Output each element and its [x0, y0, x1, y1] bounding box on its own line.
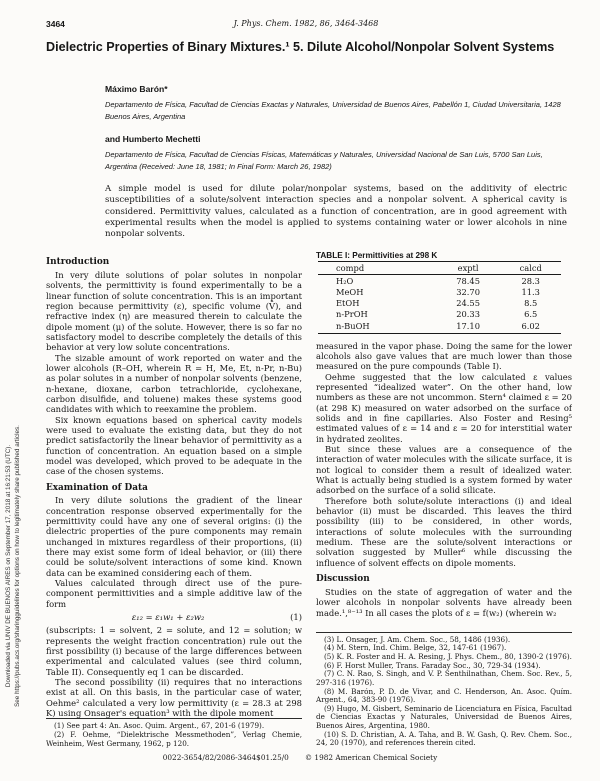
- download-watermark: [5, 372, 23, 760]
- equation-body: ε₁₂ = ε₁w₁ + ε₂w₂: [131, 612, 205, 623]
- issn-code: 0022-3654/82/2086-3464$01.25/0: [162, 753, 289, 762]
- section-heading-discussion: Discussion: [316, 574, 370, 585]
- table-cell: H₂O: [336, 275, 354, 286]
- footnote: (3) L. Onsager, J. Am. Chem. Soc., 58, 1486 (1936).: [324, 634, 511, 644]
- equation-1: [46, 612, 302, 622]
- permittivities-table: [318, 261, 561, 334]
- table-cell: 24.55: [456, 298, 480, 309]
- abstract: A simple model is used for dilute polar/nonpolar systems, based on the additivity of electric susceptibilities of a solute/solvent interaction species and a nonpolar solvent. A spherical cavity is considered. Permittivity values, calculated as a function of concentration, are in good agreement with experimental results when the model is applied to systems containing water or lower alcohols in nine nonpolar solvents.: [105, 184, 567, 240]
- table-cell: 32.70: [456, 286, 480, 297]
- author-name-2: and Humberto Mechetti: [105, 134, 201, 145]
- table-cell: 8.5: [524, 298, 538, 309]
- table-cell: MeOH: [336, 286, 364, 297]
- footnote: (7) C. N. Rao, S. Singh, and V. P. Senthilnathan, Chem. Soc. Rev., 5, 297-316 (1976).: [316, 669, 572, 687]
- footnote: (6) F. Horst Muller, Trans. Faraday Soc., 30, 729-34 (1934).: [324, 660, 541, 670]
- body-paragraph: Values calculated through direct use of the pure-component permittivities and a simple additive law of the form: [46, 578, 302, 609]
- body-paragraph: In very dilute solutions the gradient of the linear concentration response observed experimentally for the permittivity could have any one of several origins: (i) the dielectric properties of the pure components may remain unchanged in mixtures regardless of their proportions, (ii) there may exist some form of ideal behavior, or (iii) there could be solute/solvent interactions of some kind. Known data can be examined considering each of them.: [46, 495, 302, 578]
- table-cell: 78.45: [456, 275, 480, 286]
- page-number: 3464: [46, 19, 65, 29]
- table-cell: 11.3: [521, 286, 540, 297]
- author-block: [105, 72, 562, 173]
- equation-number: (1): [290, 612, 302, 623]
- footnote: (1) See part 4: An. Asoc. Quim. Argent., 67, 201-6 (1979).: [54, 721, 265, 731]
- table-cell: 17.10: [436, 320, 500, 333]
- table-row: [318, 320, 561, 333]
- table-caption-text: Permittivities at 298 K: [352, 251, 438, 260]
- section-heading-examination: Examination of Data: [46, 482, 148, 493]
- table-cell: n-BuOH: [318, 320, 436, 333]
- table-cell: 20.33: [456, 309, 480, 320]
- body-paragraph: The second possibility (ii) requires that no interactions exist at all. On this basis, in the particular case of water, Oehme² calculated a very low permittivity (ε = 28.3 at 298 K) using Onsager's equation³ with the dipole moment: [46, 677, 302, 719]
- table-row: [318, 298, 561, 309]
- body-paragraph: The sizable amount of work reported on water and the lower alcohols (R–OH, wherein R = H, Me, Et, n-Pr, n-Bu) as polar solutes in a number of nonpolar solvents (benzene, n-hexane, dioxane, carbon tetrachloride, cyclohexane, carbon disulfide, and toluene) makes these systems good candidates with which to reexamine the problem.: [46, 352, 302, 415]
- author-affiliation-2: Departamento de Física, Facultad de Ciencias Físicas, Matemáticas y Naturales, Universidad Nacional de San Luis, 5700 San Luis, Argentina (Received: June 18, 1981; In Final Form: March 26, 1982): [105, 150, 543, 171]
- journal-reference: J. Phys. Chem. 1982, 86, 3464-3468: [233, 19, 379, 28]
- watermark-line-2: See https://pubs.acs.org/sharingguidelines for options on how to legitimately share published articles.: [13, 425, 21, 707]
- column-header-calcd: calcd: [500, 262, 561, 275]
- author-affiliation-1: Departamento de Física, Facultad de Ciencias Exactas y Naturales, Universidad de Buenos Aires, Pabellón 1, Ciudad Universitaria, 1428 Buenos Aires, Argentina: [105, 100, 561, 121]
- table-cell: EtOH: [336, 298, 360, 309]
- copyright-notice: © 1982 American Chemical Society: [304, 753, 438, 762]
- column-header-exptl: exptl: [436, 262, 500, 275]
- left-column: [46, 251, 302, 748]
- table-cell: 6.5: [524, 309, 538, 320]
- column-header-compd: compd: [318, 262, 436, 275]
- table-cell: n-PrOH: [336, 309, 368, 320]
- table-caption: [316, 251, 572, 261]
- body-paragraph: measured in the vapor phase. Doing the same for the lower alcohols also gave values that are much lower than those measured on the pure compounds (Table I).: [316, 340, 572, 372]
- table-cell: 6.02: [500, 320, 561, 333]
- footnote: (9) Hugo, M. Gisbert, Seminario de Licenciatura en Física, Facultad de Ciencias Exactas y Naturales, Universidad de Buenos Aires, Buenos Aires, Argentina, 1980.: [316, 703, 572, 731]
- body-paragraph: (subscripts: 1 = solvent, 2 = solute, and 12 = solution; w represents the weight fraction concentration) rule out the first possibility (i) because of the large differences between experimental and calculated values (see third column, Table II). Consequently eq 1 can be discarded.: [46, 625, 302, 677]
- author-name-1: Máximo Barón*: [105, 84, 168, 94]
- footnote: (8) M. Barón, P. D. de Vivar, and C. Henderson, An. Asoc. Quím. Argent., 64, 383-90 (1976).: [316, 686, 572, 705]
- footnotes-right: [316, 632, 572, 748]
- table-header-row: [318, 262, 561, 275]
- body-columns: [46, 251, 572, 748]
- body-paragraph: Six known equations based on spherical cavity models were used to evaluate the existing data, but they do not predict satisfactorily the linear behavior of permittivity as a function of concentration. An equation based on a simple model was developed, which proved to be adequate in the case of the chosen systems.: [46, 414, 302, 477]
- body-paragraph: But since these values are a consequence of the interaction of water molecules with the silicate surface, it is not logical to consider them a result of idealized water. What is actually being studied is a system formed by water adsorbed on the surface of a solid silicate.: [316, 444, 572, 496]
- body-paragraph: Oehme suggested that the low calculated ε values represented “idealized water”. On the other hand, low numbers as these are not uncommon. Stern⁴ claimed ε = 20 (at 298 K) measured on water adsorbed on the surface of solids and in fine capillaries. Also Foster and Resing⁵ estimated values of ε = 14 and ε = 20 for interstitial water in hydrated zeolites.: [316, 371, 572, 444]
- table-row: [318, 309, 561, 320]
- footnote: (2) F. Oehme, “Dielektrische Messmethoden”, Verlag Chemie, Weinheim, West Germany, 1962, p 120.: [46, 730, 302, 748]
- footnote: (10) S. D. Christian, A. A. Taha, and B. W. Gash, Q. Rev. Chem. Soc., 24, 20 (1970), and references therein cited.: [316, 729, 572, 748]
- watermark-line-1: Downloaded via UNIV DE BUENOS AIRES on September 17, 2018 at 16:21:53 (UTC).: [5, 444, 12, 688]
- page-footer: [0, 753, 600, 762]
- body-paragraph: Studies on the state of aggregation of water and the lower alcohols in nonpolar solvents have already been made.¹,⁸⁻¹³ In all cases the plots of ε = f(w₂) (wherein w₂: [316, 586, 572, 618]
- article-title: Dielectric Properties of Binary Mixtures.¹ 5. Dilute Alcohol/Nonpolar Solvent Systems: [46, 40, 555, 54]
- right-column: [316, 251, 572, 748]
- section-heading-introduction: Introduction: [46, 257, 110, 267]
- table-label: TABLE I:: [316, 251, 350, 260]
- table-row: [318, 275, 561, 287]
- footnotes-left: [46, 718, 302, 748]
- body-paragraph: In very dilute solutions of polar solutes in nonpolar solvents, the permittivity is found experimentally to be a linear function of solute concentration. This is an important region because permittivity (ε), specific volume (V̄), and refractive index (η) are measured therein to calculate the dipole moment (μ) of the solute. However, there is so far no satisfactory model to describe completely the details of this behavior at very low solute concentrations.: [46, 269, 302, 353]
- footnote: (4) M. Stern, Ind. Chim. Belge, 32, 147-61 (1967).: [324, 643, 507, 653]
- page-header: [46, 19, 566, 31]
- body-paragraph: Therefore both solute/solute interactions (i) and ideal behavior (ii) must be discarded. This leaves the third possibility (iii) to be considered, in other words, interactions of solute molecules with the surrounding medium. These are the solute/solvent interactions or solvation suggested by Muller⁶ while discussing the influence of solvent effects on dipole moments.: [316, 495, 572, 568]
- footnote: (5) K. R. Foster and H. A. Resing, J. Phys. Chem., 80, 1390-2 (1976).: [324, 651, 572, 661]
- table-row: [318, 286, 561, 297]
- table-cell: 28.3: [521, 275, 540, 286]
